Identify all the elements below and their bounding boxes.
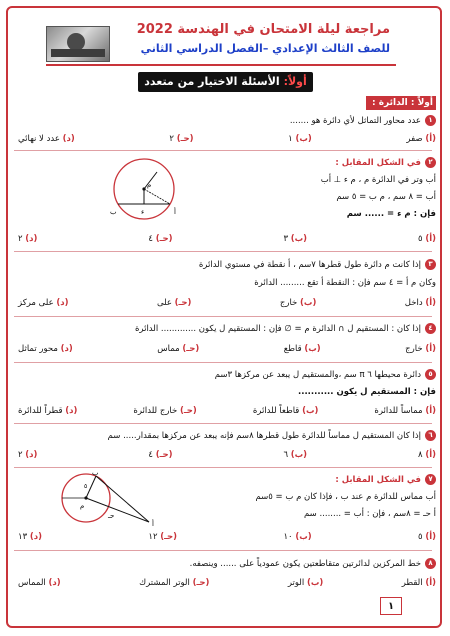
divider — [14, 251, 432, 252]
question-7: ٧في الشكل المقابل : — [335, 473, 436, 487]
option-a[interactable]: (أ) خارج — [405, 344, 436, 354]
desk-shape — [51, 49, 105, 57]
page-number: ١ — [380, 597, 402, 615]
question-7-line-2: أب مماس للدائرة م عند ب ، فإذا كان م ب = ٥سم — [255, 492, 436, 502]
option-c[interactable]: (حـ) ٢ — [169, 134, 194, 144]
option-b[interactable]: (ب) خارج — [279, 298, 317, 308]
question-3-options — [18, 296, 436, 310]
option-d[interactable]: (د) ٢ — [18, 450, 38, 460]
center-point — [84, 496, 87, 499]
label-a: أ — [174, 208, 176, 216]
option-d[interactable]: (د) محور تماثل — [18, 344, 73, 354]
question-1 — [290, 114, 436, 128]
question-6-options — [18, 448, 436, 462]
option-b[interactable]: (ب) قاطع — [283, 344, 321, 354]
option-a[interactable]: (أ) صفر — [406, 134, 436, 144]
question-number: ١ — [425, 115, 436, 126]
option-d[interactable]: (د) المماس — [18, 578, 61, 588]
divider — [14, 423, 432, 424]
divider — [14, 316, 432, 317]
label-a: أ — [152, 520, 154, 528]
secant-ma — [86, 498, 149, 522]
label-c: حـ — [108, 512, 115, 520]
option-a[interactable]: (أ) ٥ — [418, 532, 436, 542]
page-title: مراجعة ليلة الامتحان في الهندسة 2022 — [136, 22, 390, 37]
question-3-line-2: وكان م أ = ٤ سم فإن : النقطة أ تقع ......... الدائرة — [254, 278, 436, 288]
label-b: ب — [110, 208, 117, 216]
option-b[interactable]: (ب) ٦ — [283, 450, 308, 460]
option-a[interactable]: (أ) القطر — [401, 578, 436, 588]
question-2-line-4: فإن : م ء = ...... سم — [346, 209, 436, 219]
question-2-line-2: أب وتر في الدائرة م ، م ء ⊥ أب — [320, 175, 436, 185]
radius-mb — [86, 476, 96, 498]
question-2: ٢في الشكل المقابل : — [335, 156, 436, 170]
option-b[interactable]: (ب) ١٠ — [283, 532, 312, 542]
option-b[interactable]: (ب) ٣ — [283, 234, 308, 244]
question-7-line-3: أ حـ = ٨سم ، فإن : أب = ........ سم — [304, 509, 436, 519]
question-8-options — [18, 576, 436, 590]
question-1-options — [18, 132, 436, 146]
option-c[interactable]: (حـ) خارج للدائرة — [133, 406, 197, 416]
banner-prefix: أولاً: — [283, 75, 307, 88]
question-3: ٣إذا كانت م دائرة طول قطرها ٧سم ، أ نقطة في مستوي الدائرة — [199, 258, 436, 272]
question-5-line-2: فإن : المستقيم ل يكون ........... — [298, 387, 436, 397]
divider — [14, 550, 432, 551]
label-b: ب — [92, 469, 99, 477]
option-a[interactable]: (أ) داخل — [404, 298, 436, 308]
subsection-label: أولاً : الدائرة : — [366, 96, 436, 110]
option-a[interactable]: (أ) ٥ — [418, 234, 436, 244]
option-b[interactable]: (ب) ١ — [288, 134, 312, 144]
tangent-ab — [96, 476, 149, 522]
question-7-options — [18, 530, 436, 544]
question-5-options — [18, 404, 436, 418]
question-4-options — [18, 342, 436, 356]
question-2-line-3: أب = ٨ سم ، م ب = ٥ سم — [336, 192, 436, 202]
label-radius: ٥ — [84, 483, 88, 490]
radius-mb — [144, 189, 170, 204]
divider — [14, 150, 432, 151]
circle-figure-1 — [104, 156, 184, 228]
label-m: م — [147, 181, 152, 189]
banner-text: الأسئلة الاختيار من متعدد — [144, 75, 280, 88]
option-d[interactable]: (د) على مركز — [18, 298, 69, 308]
question-8: ٨خط المركزين لدائرتين متقاطعتين يكون عمودياً على ...... وينصفه. — [190, 557, 436, 571]
option-c[interactable]: (حـ) مماس — [157, 344, 200, 354]
label-d: ء — [141, 208, 145, 216]
center-point — [142, 187, 145, 190]
option-c[interactable]: (حـ) على — [156, 298, 192, 308]
option-d[interactable]: (د) عدد لا نهائي — [18, 134, 75, 144]
option-d[interactable]: (د) قطراً للدائرة — [18, 406, 78, 416]
option-c[interactable]: (حـ) ١٢ — [148, 532, 178, 542]
label-m: م — [80, 502, 85, 510]
divider — [14, 362, 432, 363]
option-c[interactable]: (حـ) ٤ — [148, 234, 173, 244]
question-4: ٤إذا كان : المستقيم ل ∩ الدائرة م = ∅ فإن : المستقيم ل يكون ............. الدائرة — [135, 322, 436, 336]
option-d[interactable]: (د) ١٣ — [18, 532, 42, 542]
option-c[interactable]: (حـ) الوتر المشترك — [139, 578, 210, 588]
header-photo — [46, 26, 110, 62]
option-d[interactable]: (د) ٢ — [18, 234, 38, 244]
option-a[interactable]: (أ) مماساً للدائرة — [374, 406, 436, 416]
question-2-options — [18, 232, 436, 246]
option-c[interactable]: (حـ) ٤ — [148, 450, 173, 460]
option-b[interactable]: (ب) قاطعاً للدائرة — [252, 406, 319, 416]
option-b[interactable]: (ب) الوتر — [287, 578, 324, 588]
circle-figure-2 — [54, 468, 164, 530]
section-banner — [138, 72, 313, 92]
option-a[interactable]: (أ) ٨ — [418, 450, 436, 460]
question-5: ٥دائرة محيطها ٦ π سم ،والمستقيم ل يبعد عن مركزها ٣سم — [215, 368, 436, 382]
question-text: عدد محاور التماثل لأي دائرة هو ....... — [289, 116, 421, 126]
question-6: ٦إذا كان المستقيم ل مماساً للدائرة طول قطرها ٨سم فإنه يبعد عن مركزها بمقدار..... سم — [108, 429, 436, 443]
header-rule — [46, 64, 396, 66]
page-subtitle: للصف الثالث الإعدادي –الفصل الدراسي الثاني — [140, 42, 390, 55]
